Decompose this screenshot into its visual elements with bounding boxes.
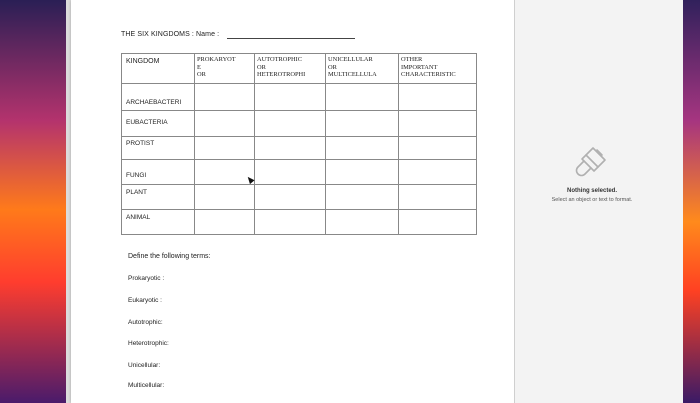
kingdom-label: EUBACTERIA (126, 119, 168, 126)
table-cell[interactable] (255, 185, 326, 210)
nothing-selected-title: Nothing selected. (566, 188, 617, 194)
table-cell[interactable] (255, 160, 326, 185)
kingdom-label: FUNGI (126, 172, 147, 179)
header-prokaryote-line-2: E (197, 63, 201, 71)
header-unicellular-line-1: UNICELLULAR (328, 56, 373, 63)
table-row (122, 137, 477, 160)
kingdom-cell-protist[interactable] (122, 137, 195, 160)
table-cell[interactable] (255, 84, 326, 111)
table-cell[interactable] (255, 137, 326, 160)
header-kingdom[interactable]: KINGDOM (122, 54, 195, 84)
table-cell[interactable] (195, 160, 255, 185)
term-prokaryotic[interactable]: Prokaryotic : (128, 275, 165, 282)
kingdom-label: ANIMAL (126, 214, 151, 221)
desktop-wallpaper-right (682, 0, 700, 403)
document-title[interactable]: THE SIX KINGDOMS : Name : (121, 31, 220, 38)
header-other-line-2: IMPORTANT (401, 63, 438, 71)
table-cell[interactable] (326, 111, 399, 137)
header-other-line-1: OTHER (401, 56, 423, 63)
term-eukaryotic[interactable]: Eukaryotic : (128, 297, 162, 304)
term-heterotrophic[interactable]: Heterotrophic: (128, 340, 169, 347)
kingdom-label: PROTIST (126, 140, 155, 147)
kingdoms-table[interactable] (121, 53, 477, 235)
table-cell[interactable] (326, 84, 399, 111)
table-cell[interactable] (255, 111, 326, 137)
table-cell[interactable] (195, 111, 255, 137)
kingdom-cell-fungi[interactable] (122, 160, 195, 185)
table-row (122, 210, 477, 235)
table-cell[interactable] (195, 210, 255, 235)
kingdom-cell-plant[interactable] (122, 185, 195, 210)
header-autotrophic-line-1: AUTOTROPHIC (257, 56, 302, 63)
desktop-wallpaper-left (0, 0, 66, 403)
table-cell[interactable] (326, 185, 399, 210)
table-cell[interactable] (399, 160, 477, 185)
header-autotrophic-line-3: HETEROTROPHI (257, 71, 306, 78)
kingdom-label: ARCHAEBACTERI (126, 99, 182, 106)
header-prokaryote-line-1: PROKARYOT (197, 56, 236, 63)
kingdom-cell-eubacteria[interactable] (122, 111, 195, 137)
table-row (122, 160, 477, 185)
kingdom-cell-animal[interactable] (122, 210, 195, 235)
table-cell[interactable] (399, 111, 477, 137)
name-underline (227, 38, 355, 39)
paintbrush-icon (571, 140, 613, 182)
term-autotrophic[interactable]: Autotrophic: (128, 319, 163, 326)
nothing-selected-hint: Select an object or text to format. (551, 197, 633, 203)
kingdom-label: PLANT (126, 189, 147, 196)
table-cell[interactable] (195, 84, 255, 111)
table-cell[interactable] (255, 210, 326, 235)
terms-heading[interactable]: Define the following terms: (128, 253, 211, 260)
table-cell[interactable] (326, 160, 399, 185)
header-prokaryote-line-3: OR (197, 71, 206, 78)
header-unicellular[interactable] (326, 54, 399, 84)
table-cell[interactable] (399, 137, 477, 160)
table-cell[interactable] (399, 185, 477, 210)
table-cell[interactable] (399, 210, 477, 235)
table-row (122, 84, 477, 111)
table-cell[interactable] (399, 84, 477, 111)
kingdom-cell-archaebacteria[interactable] (122, 84, 195, 111)
table-cell[interactable] (326, 210, 399, 235)
table-row (122, 111, 477, 137)
header-other-line-3: CHARACTERISTIC (401, 71, 456, 78)
header-other[interactable] (399, 54, 477, 84)
table-cell[interactable] (195, 137, 255, 160)
header-unicellular-line-2: OR (328, 63, 337, 71)
table-row (122, 185, 477, 210)
term-multicellular[interactable]: Multicellular: (128, 382, 165, 389)
header-autotrophic[interactable] (255, 54, 326, 84)
term-unicellular[interactable]: Unicellular: (128, 362, 161, 369)
table-cell[interactable] (326, 137, 399, 160)
header-unicellular-line-3: MULTICELLULA (328, 71, 377, 78)
table-header-row (122, 54, 477, 84)
table-cell[interactable] (195, 185, 255, 210)
header-autotrophic-line-2: OR (257, 63, 266, 71)
header-prokaryote[interactable] (195, 54, 255, 84)
